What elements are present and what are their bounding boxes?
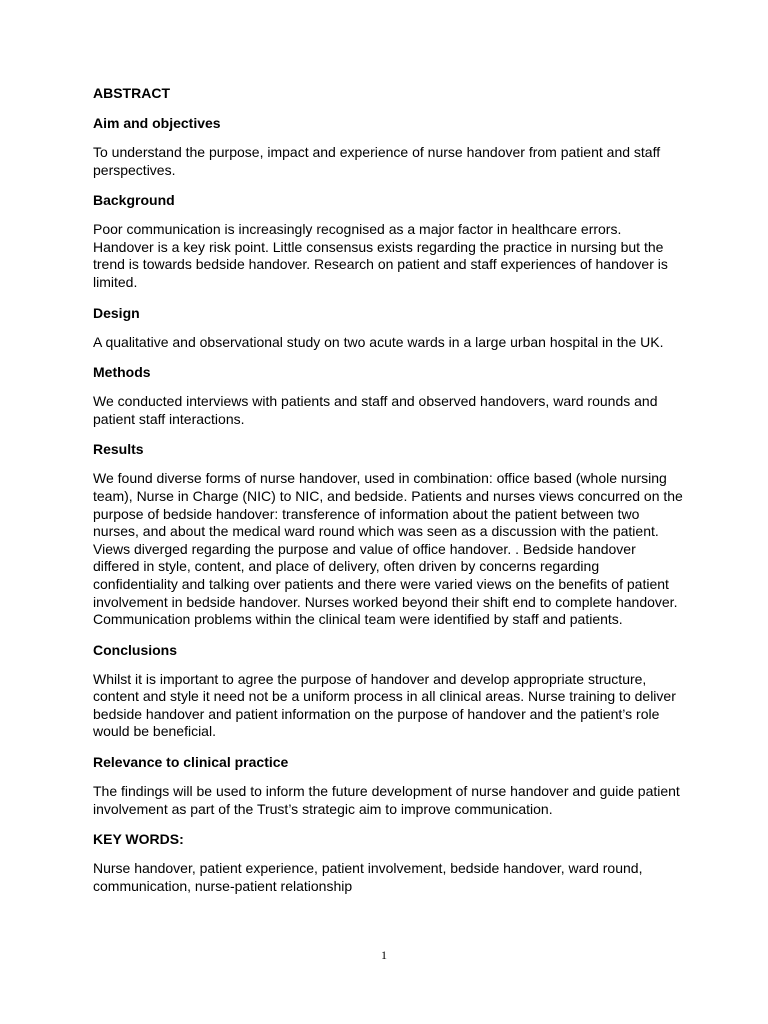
section-heading-aim: Aim and objectives [93, 115, 221, 131]
section-heading-results: Results [93, 441, 144, 458]
section-heading-design: Design [93, 304, 140, 321]
section-text-background: Poor communication is increasingly recognised as a major factor in healthcare errors. Handover is a key risk point. Little consensus exists regarding the practice in nursing but the trend is towards bedside handover. Research on patient and staff experiences of handover is limited. [93, 221, 668, 290]
section-heading-relevance: Relevance to clinical practice [93, 754, 289, 771]
section-heading-keywords: KEY WORDS: [93, 831, 184, 848]
document-page [93, 84, 685, 907]
section-text-methods: We conducted interviews with patients and staff and observed handovers, ward rounds and patient staff interactions. [93, 393, 658, 427]
section-heading-methods: Methods [93, 364, 151, 381]
section-heading-conclusions: Conclusions [93, 641, 178, 658]
section-text-conclusions: Whilst it is important to agree the purpose of handover and develop appropriate structure, content and style it need not be a uniform process in all clinical areas. Nurse training to deliver bedside handover and patient information on the purpose of handover and the patient’s role would be beneficial. [93, 670, 676, 740]
section-text-results: We found diverse forms of nurse handover, used in combination: office based (whole nursing team), Nurse in Charge (NIC) to NIC, and bedside. Patients and nurses views concurred on the purpose of bedside handover: transference of information about the patient between two nurses, and about the medical ward round which was seen as a discussion with the patient. Views diverged regarding the purpose and value of office handover. . Bedside handover differed in style, content, and place of delivery, often driven by concerns regarding confidentiality and talking over patients and there were varied views on the benefits of patient involvement in bedside handover. Nurses worked beyond their shift end to complete handover. Communication problems within the clinical team were identified by staff and patients. [93, 470, 683, 628]
abstract-heading: ABSTRACT [93, 85, 170, 101]
section-text-keywords: Nurse handover, patient experience, patient involvement, bedside handover, ward round, communication, nurse-patient relationship [93, 860, 643, 894]
section-text-aim: To understand the purpose, impact and experience of nurse handover from patient and staff perspectives. [93, 144, 661, 178]
section-heading-background: Background [93, 192, 175, 209]
page-number: 1 [381, 948, 387, 962]
section-text-design: A qualitative and observational study on two acute wards in a large urban hospital in the UK. [93, 333, 664, 350]
section-text-relevance: The findings will be used to inform the future development of nurse handover and guide patient involvement as part of the Trust’s strategic aim to improve communication. [93, 783, 680, 817]
